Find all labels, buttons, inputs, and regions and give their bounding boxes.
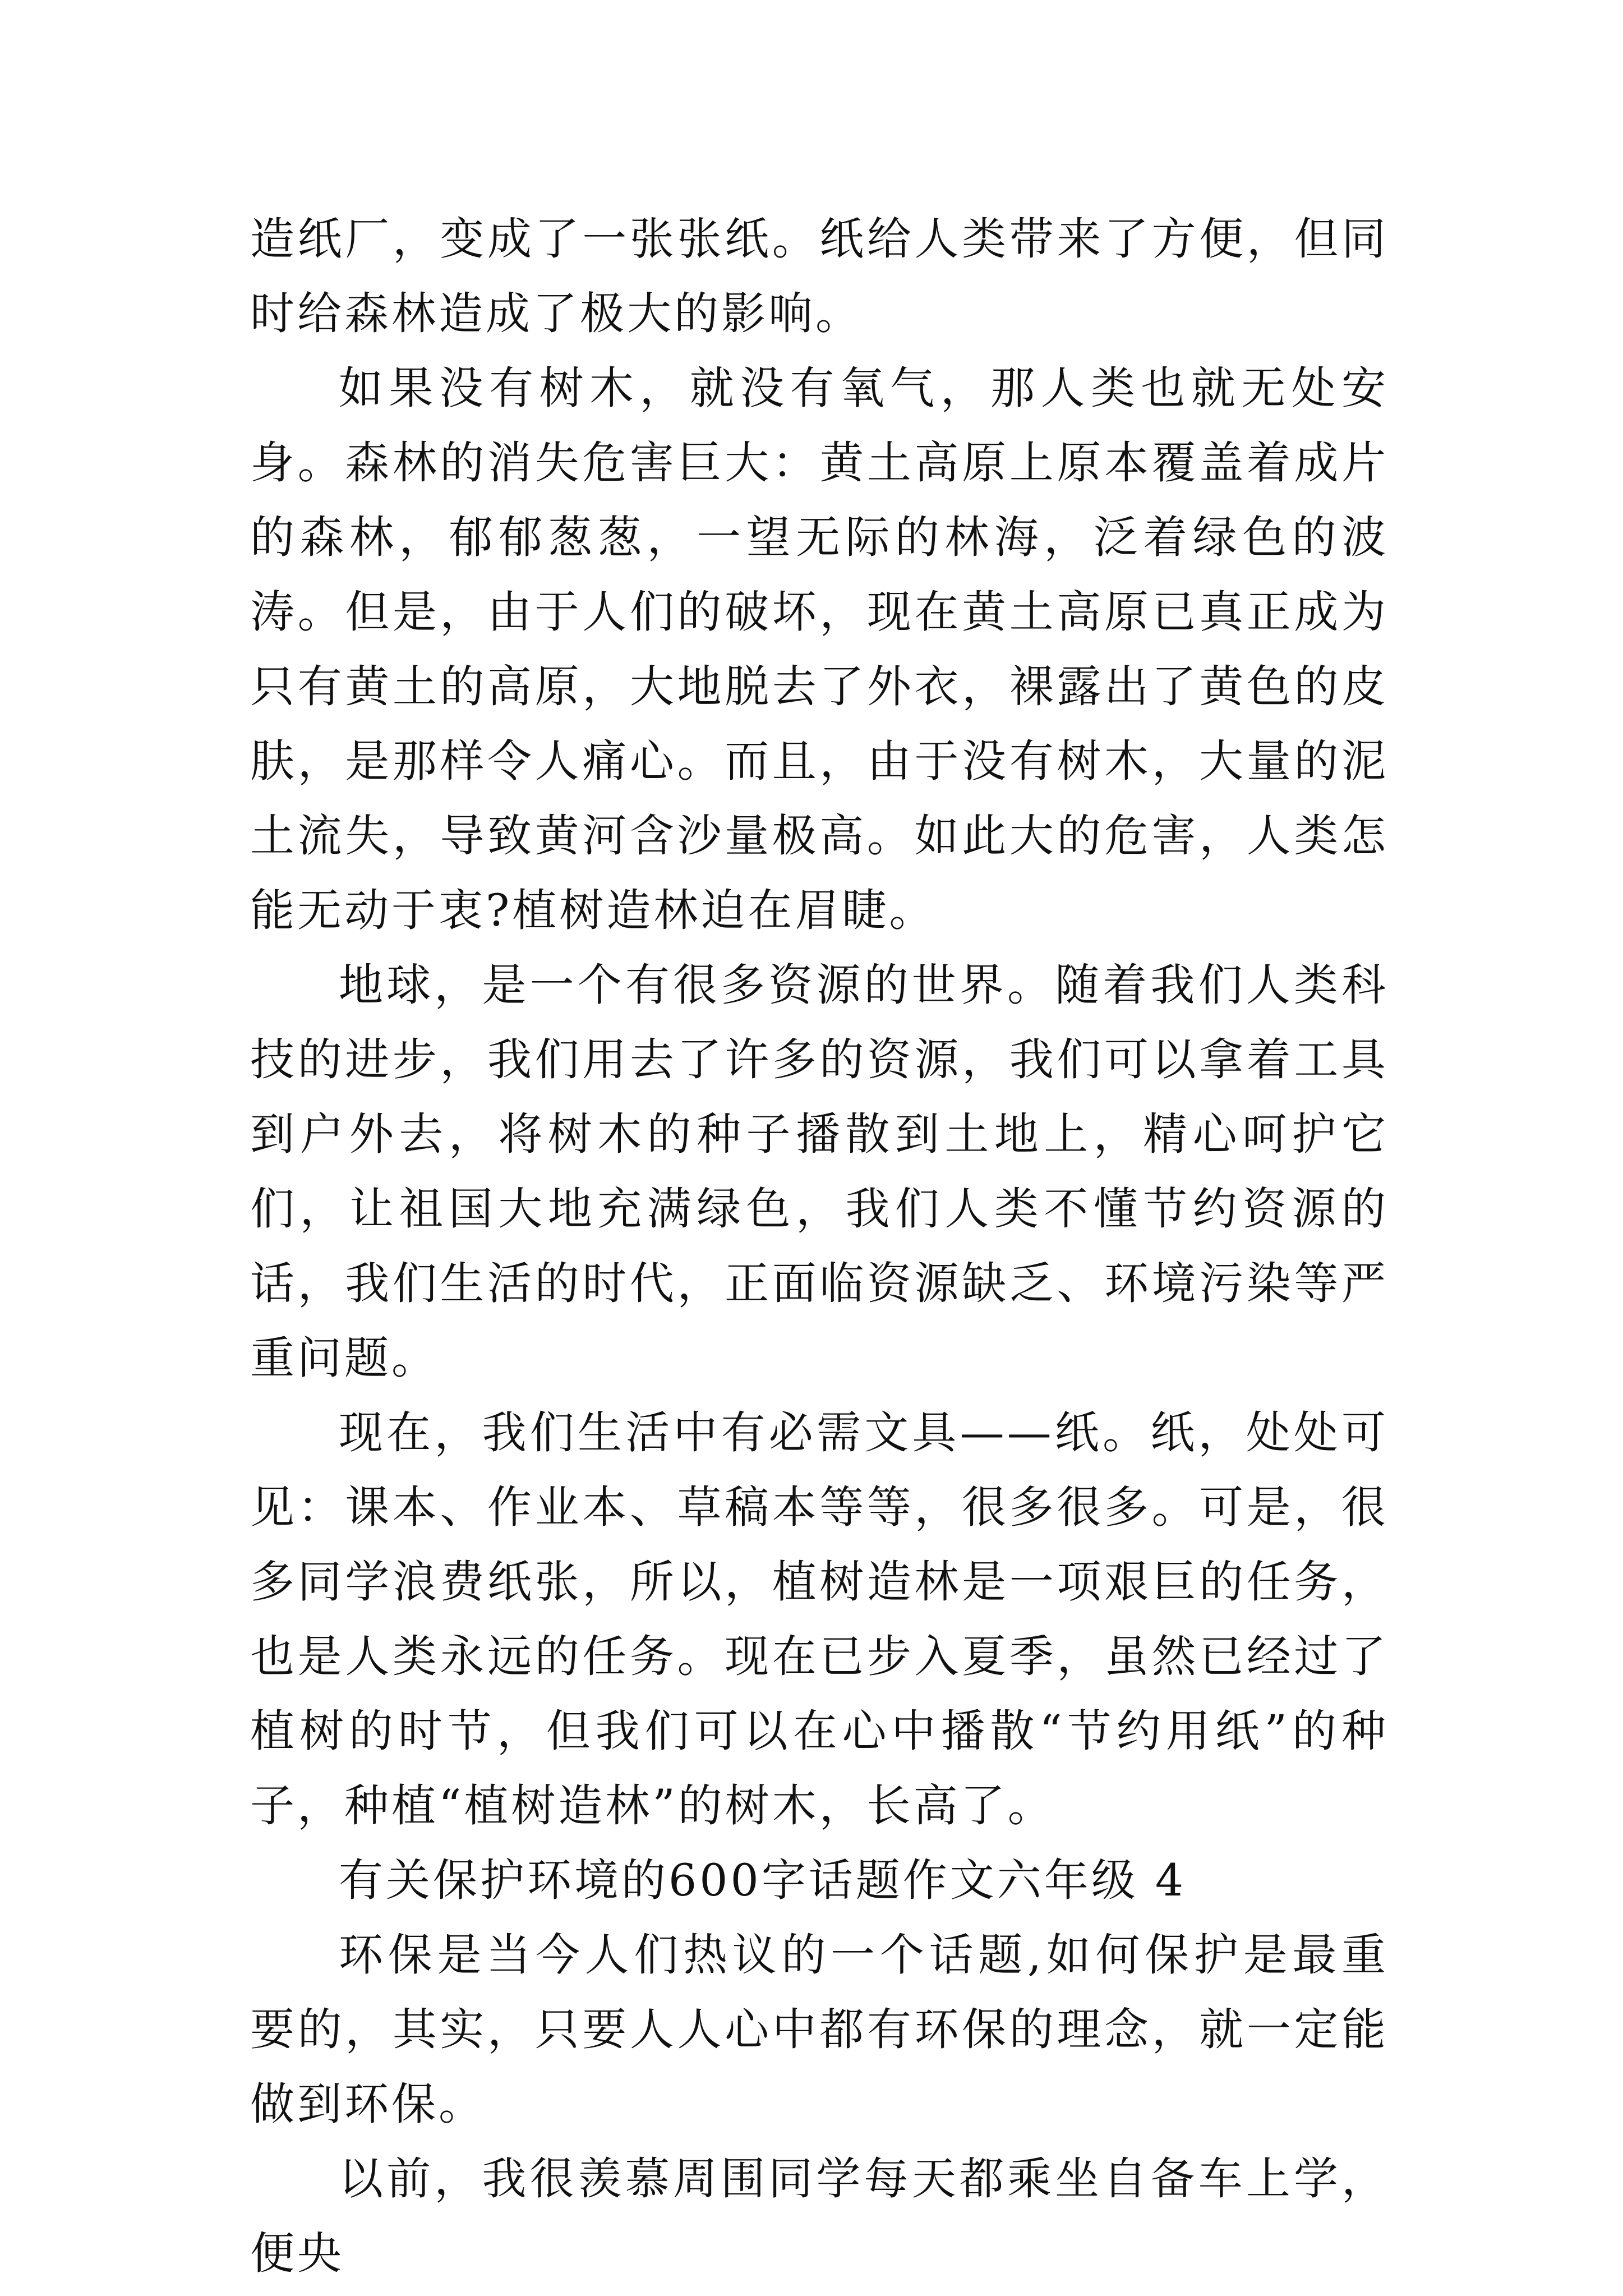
paragraph: 以前，我很羡慕周围同学每天都乘坐自备车上学，便央 — [250, 2153, 1389, 2279]
paragraph: 地球，是一个有很多资源的世界。随着我们人类科技的进步，我们用去了许多的资源，我们可以拿着工具到户外去，将树木的种子播散到土地上，精心呵护它们，让祖国大地充满绿色，我们人类不懂节约资源的话，我们生活的时代，正面临资源缺乏、环境污染等严重问题。 — [250, 959, 1389, 1384]
paragraph: 环保是当今人们热议的一个话题,如何保护是最重要的，其实，只要人人心中都有环保的理念，就一定能做到环保。 — [250, 1929, 1389, 2130]
paragraph: 现在，我们生活中有必需文具——纸。纸，处处可见：课本、作业本、草稿本等等，很多很多。可是，很多同学浪费纸张，所以，植树造林是一项艰巨的任务，也是人类永远的任务。现在已步入夏季，虽然已经过了植树的时节，但我们可以在心中播散“节约用纸”的种子，种植“植树造林”的树木，长高了。 — [250, 1407, 1389, 1832]
paragraph: 如果没有树木，就没有氧气，那人类也就无处安身。森林的消失危害巨大：黄土高原上原本覆盖着成片的森林，郁郁葱葱，一望无际的林海，泛着绿色的波涛。但是，由于人们的破坏，现在黄土高原已真正成为只有黄土的高原，大地脱去了外衣，裸露出了黄色的皮肤，是那样令人痛心。而且，由于没有树木，大量的泥土流失，导致黄河含沙量极高。如此大的危害，人类怎能无动于衷?植树造林迫在眉睫。 — [250, 362, 1389, 936]
paragraph: 造纸厂，变成了一张张纸。纸给人类带来了方便，但同时给森林造成了极大的影响。 — [250, 213, 1389, 339]
section-heading: 有关保护环境的600字话题作文六年级 4 — [339, 1855, 1187, 1906]
document-body — [250, 202, 1389, 2291]
